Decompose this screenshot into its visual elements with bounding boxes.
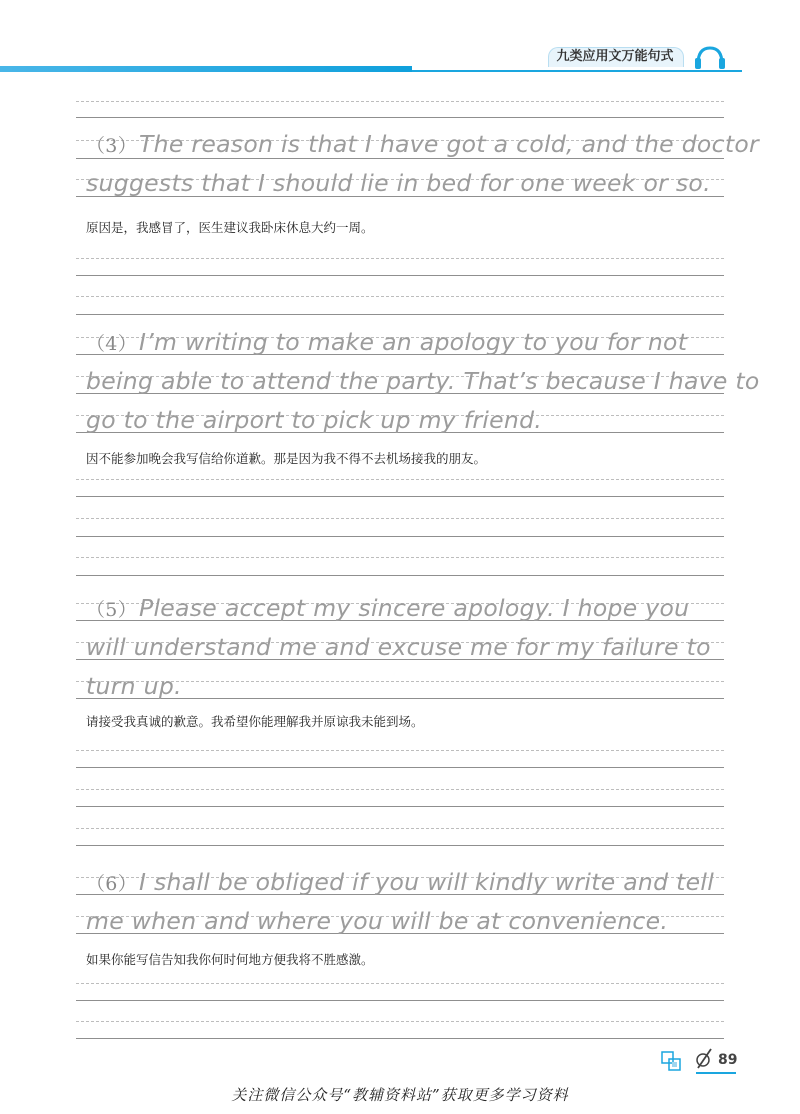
header-rule — [412, 70, 742, 72]
page-number: 89 — [718, 1052, 738, 1068]
item-4-line-2: being able to attend the party. That’s because I have to — [86, 367, 760, 395]
item-6-number: （6） — [86, 873, 137, 895]
pen-icon — [694, 1046, 714, 1070]
item-3-line-1: （3）The reason is that I have got a cold, and the doctor — [86, 130, 759, 158]
page-decoration-icon — [660, 1050, 684, 1074]
item-5-translation: 请接受我真诚的歉意。我希望你能理解我并原谅我未能到场。 — [86, 714, 424, 729]
item-4-line-3: go to the airport to pick up my friend. — [86, 406, 543, 434]
header-accent-bar — [0, 66, 412, 72]
item-5-line-3: turn up. — [86, 672, 182, 700]
item-5-line-1: （5）Please accept my sincere apology. I hope you — [86, 594, 690, 622]
item-5-line-2: will understand me and excuse me for my failure to — [86, 633, 711, 661]
item-3-translation: 原因是，我感冒了，医生建议我卧床休息大约一周。 — [86, 220, 374, 235]
item-4-line-1: （4）I’m writing to make an apology to you for not — [86, 328, 688, 356]
headphones-icon — [692, 44, 728, 70]
item-6-line-2: me when and where you will be at convenience. — [86, 907, 669, 935]
item-4-translation: 因不能参加晚会我写信给你道歉。那是因为我不得不去机场接我的朋友。 — [86, 451, 487, 466]
item-6-line-1: （6）I shall be obliged if you will kindly write and tell — [86, 868, 715, 896]
page-number-underline — [696, 1072, 736, 1074]
item-3-number: （3） — [86, 135, 137, 157]
item-5-number: （5） — [86, 599, 137, 621]
item-4-number: （4） — [86, 333, 137, 355]
item-3-line-2: suggests that I should lie in bed for one week or so. — [86, 169, 711, 197]
item-6-translation: 如果你能写信告知我你何时何地方便我将不胜感激。 — [86, 952, 374, 967]
section-title: 九类应用文万能句式 — [556, 49, 674, 64]
footer-note: 关注微信公众号“教辅资料站”获取更多学习资料 — [231, 1086, 569, 1104]
